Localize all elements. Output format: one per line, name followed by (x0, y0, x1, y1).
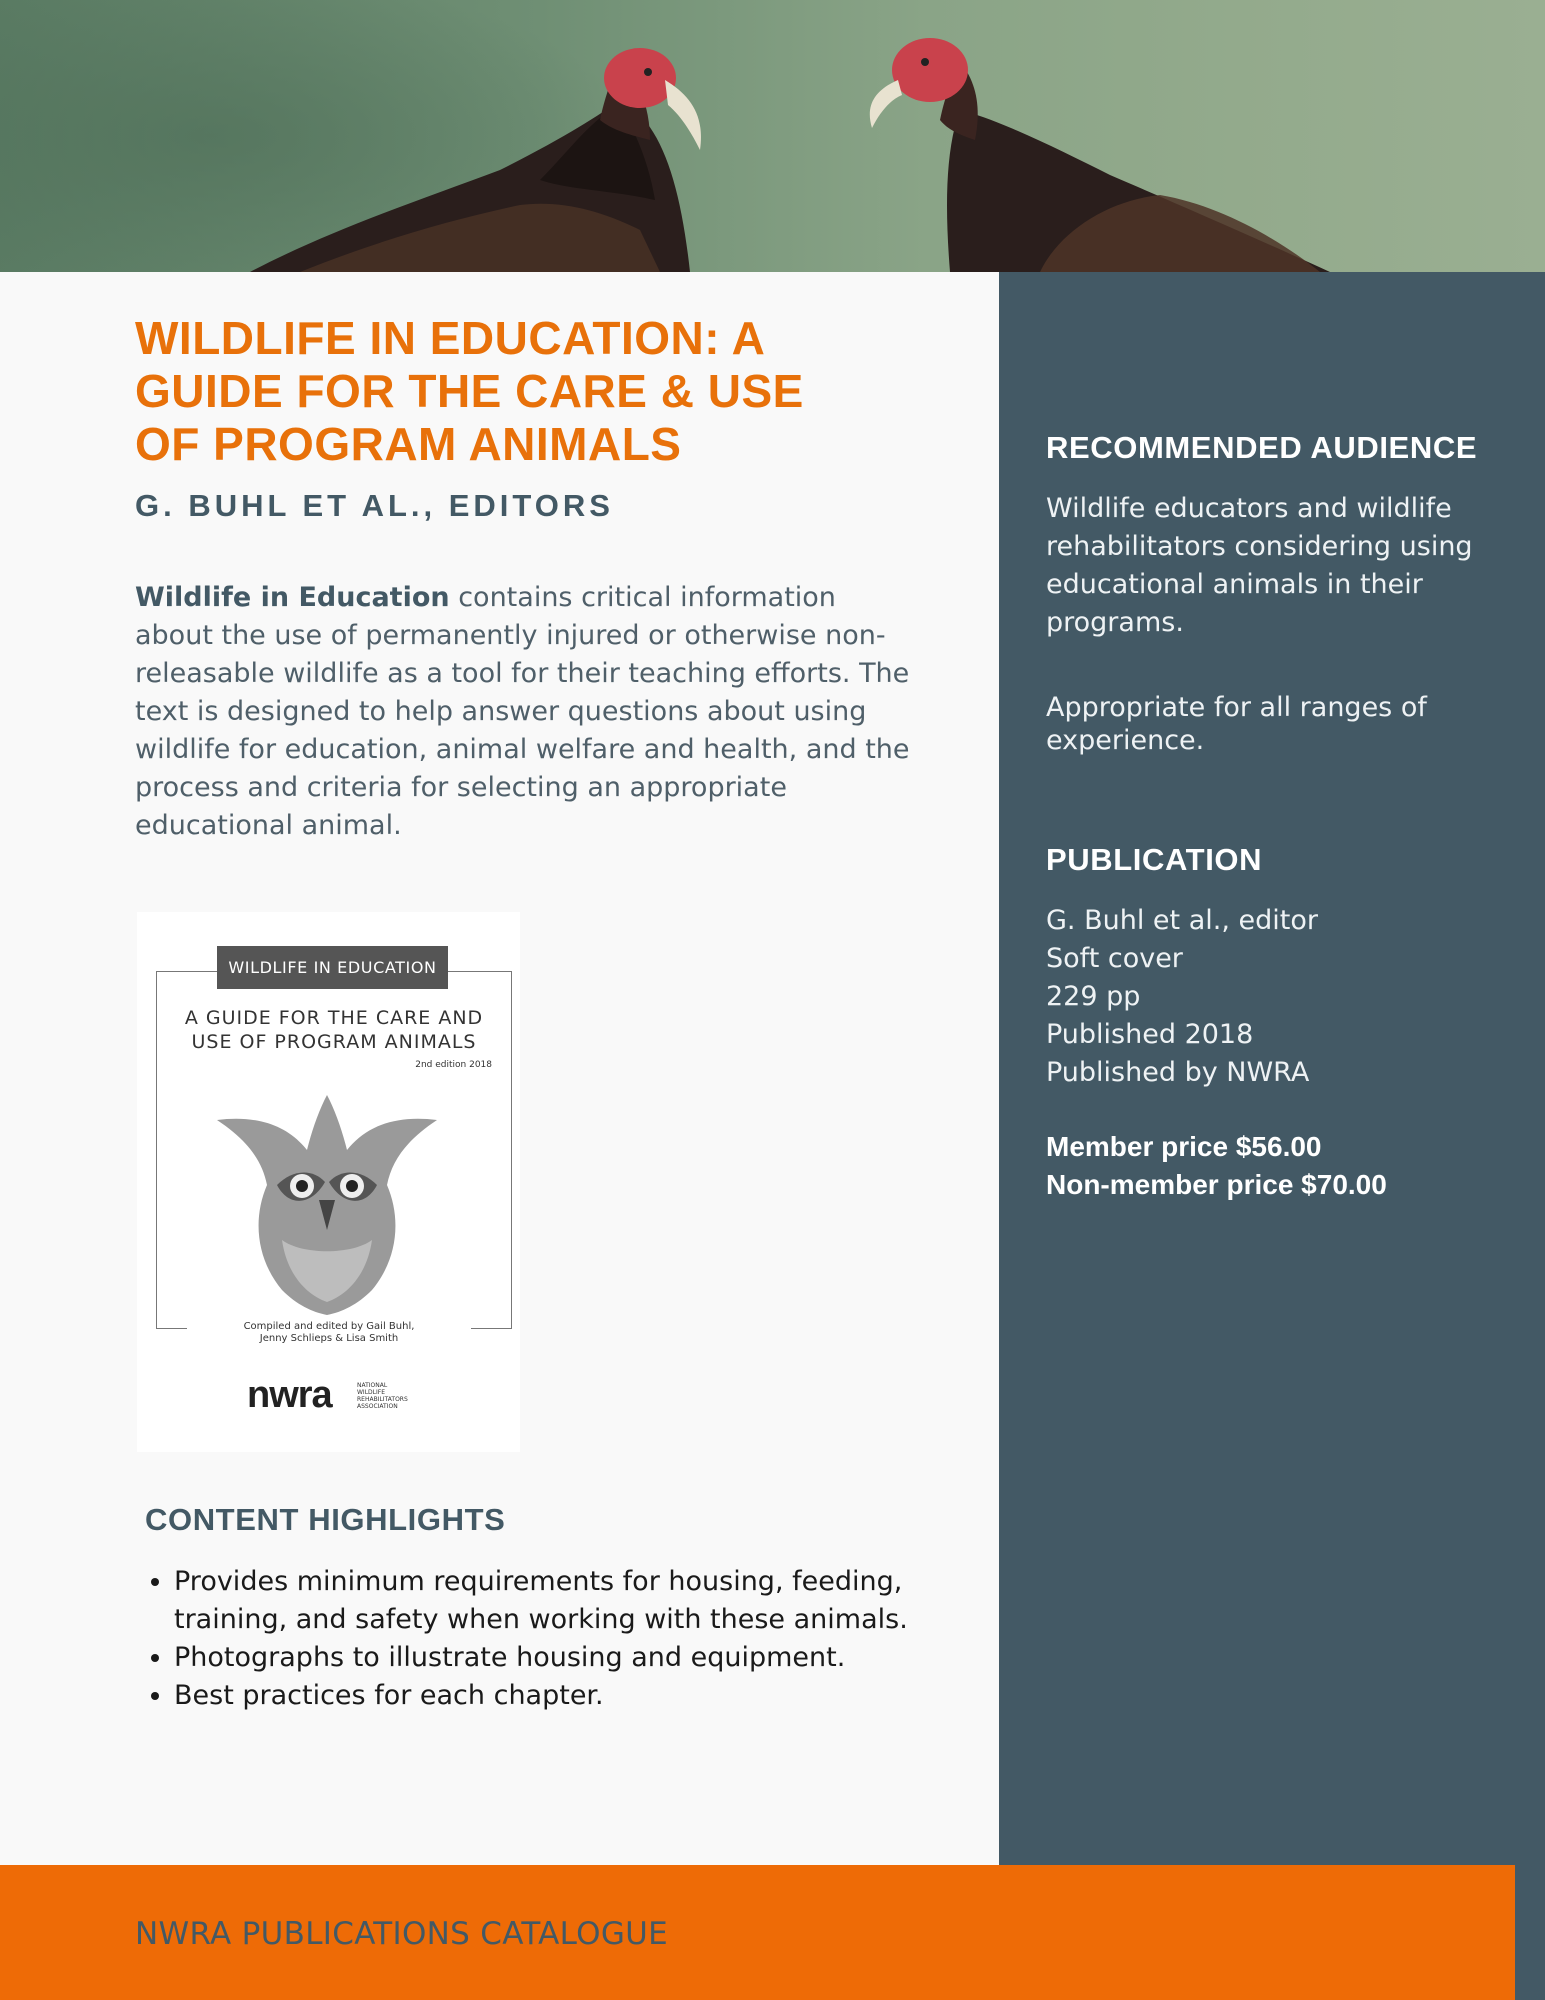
cover-subtitle-line: USE OF PROGRAM ANIMALS (191, 1031, 477, 1053)
cover-subtitle-line: A GUIDE FOR THE CARE AND (184, 1007, 484, 1029)
list-item: • Provides minimum requirements for housing, feeding, training, and safety when working with these animals. (174, 1563, 934, 1639)
cover-credit (187, 1321, 471, 1345)
editors-line: G. BUHL ET AL., EDITORS (135, 488, 614, 523)
cover-credit-line: Compiled and edited by Gail Buhl, (243, 1321, 415, 1332)
cover-credit-line: Jenny Schlieps & Lisa Smith (259, 1333, 399, 1344)
publication-list (1046, 902, 1318, 1092)
cover-subtitle (157, 1006, 511, 1054)
member-price: Member price $56.00 (1046, 1131, 1322, 1162)
highlights-heading: CONTENT HIGHLIGHTS (145, 1502, 506, 1537)
publication-item: G. Buhl et al., editor (1046, 905, 1318, 936)
hero-photo (0, 0, 1545, 272)
cover-tag: WILDLIFE IN EDUCATION (217, 946, 448, 989)
cover-edition: 2nd edition 2018 (415, 1060, 492, 1070)
audience-text: Wildlife educators and wildlife rehabilitators considering using educational animals in their programs. (1046, 493, 1473, 638)
nwra-logo-subtext (357, 1382, 427, 1410)
logo-sub-line: WILDLIFE (357, 1389, 386, 1396)
publication-item: Soft cover (1046, 943, 1183, 974)
list-item: • Photographs to illustrate housing and equipment. (174, 1639, 934, 1677)
left-vulture-head (604, 48, 676, 108)
book-description (135, 579, 915, 845)
footer-text: NWRA PUBLICATIONS CATALOGUE (135, 1916, 669, 1952)
right-vulture-head (892, 38, 968, 102)
nwra-logo: nwra (247, 1374, 332, 1416)
description-lead: Wildlife in Education (135, 582, 450, 613)
publication-item: Published by NWRA (1046, 1057, 1310, 1088)
price-box (1046, 1128, 1387, 1204)
audience-note: Appropriate for all ranges of experience. (1046, 692, 1427, 756)
highlights-list (174, 1563, 934, 1715)
owl-icon (207, 1090, 447, 1315)
publication-item: Published 2018 (1046, 1019, 1254, 1050)
list-item: • Best practices for each chapter. (174, 1677, 934, 1715)
logo-sub-line: REHABILITATORS (357, 1396, 408, 1403)
description-rest: contains critical information about the use of permanently injured or otherwise non-releasable wildlife as a tool for their teaching efforts. The text is designed to help answer questions about using wildlife for education, animal welfare and health, and the process and criteria for selecting an appropriate educational animal. (135, 582, 910, 841)
publication-item: 229 pp (1046, 981, 1141, 1012)
audience-heading: RECOMMENDED AUDIENCE (1046, 430, 1478, 465)
logo-sub-line: NATIONAL (357, 1382, 388, 1389)
vultures-illustration (0, 0, 1545, 272)
logo-sub-line: ASSOCIATION (357, 1403, 398, 1410)
nonmember-price: Non-member price $70.00 (1046, 1169, 1387, 1200)
page-title: WILDLIFE IN EDUCATION: A GUIDE FOR THE CARE & USE OF PROGRAM ANIMALS (135, 312, 804, 470)
publication-heading: PUBLICATION (1046, 842, 1263, 877)
book-cover (137, 912, 520, 1452)
